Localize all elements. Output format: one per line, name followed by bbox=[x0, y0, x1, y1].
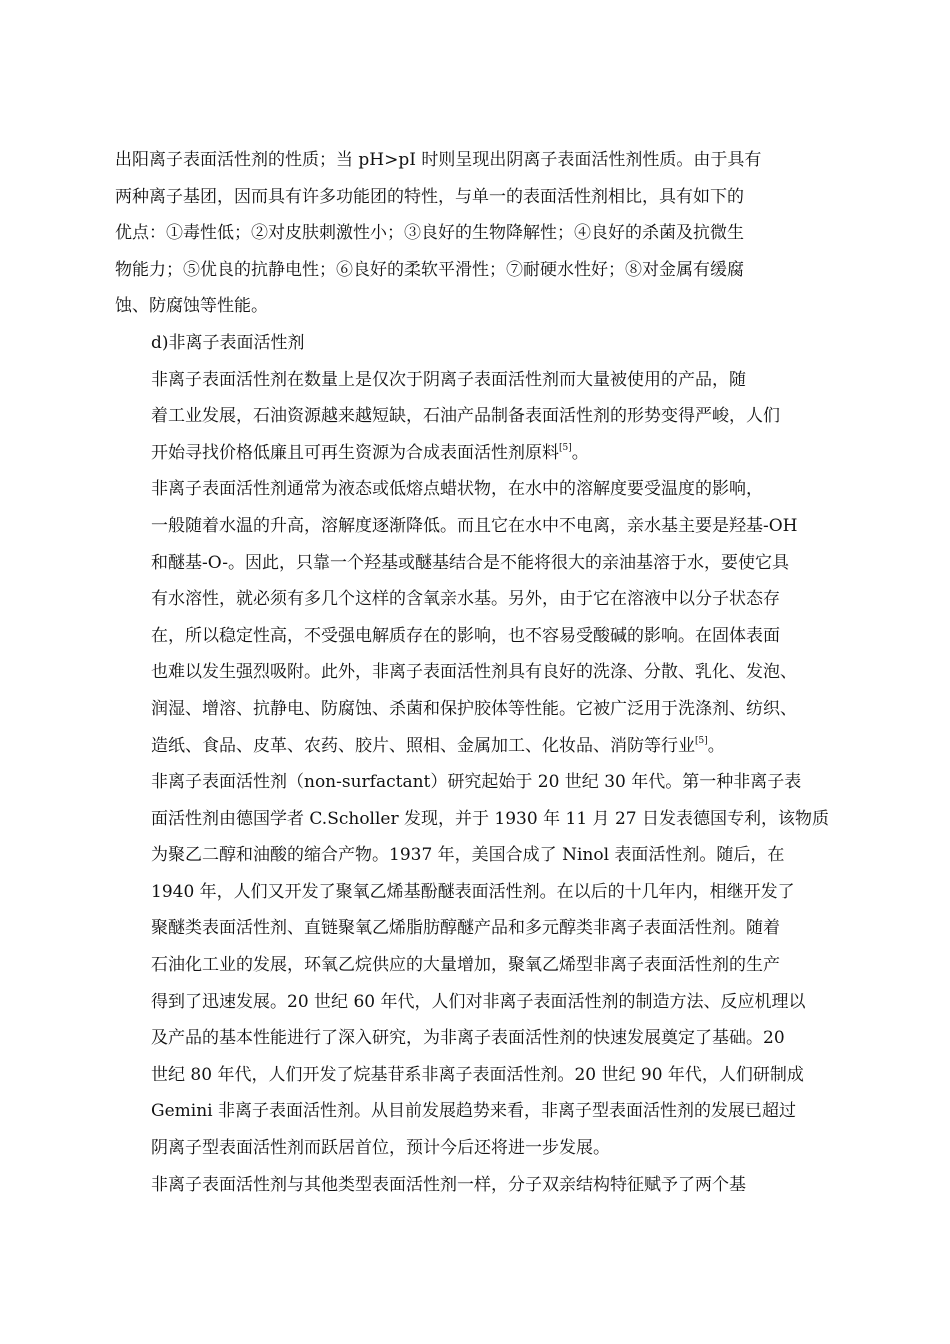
text-line: 润湿、增溶、抗静电、防腐蚀、杀菌和保护胶体等性能。它被广泛用于洗涤剂、纺织、 bbox=[151, 698, 797, 719]
text-line: 非离子表面活性剂（non-surfactant）研究起始于 20 世纪 30 年代。第一种非离子表 bbox=[151, 772, 802, 793]
text-line: 面活性剂由德国学者 C.Scholler 发现，并于 1930 年 11 月 27 日发表德国专利，该物质 bbox=[151, 808, 829, 829]
text-line: 着工业发展，石油资源越来越短缺，石油产品制备表面活性剂的形势变得严峻，人们 bbox=[151, 406, 780, 427]
text-line: 出阳离子表面活性剂的性质；当 pH>pI 时则呈现出阴离子表面活性剂性质。由于具有 bbox=[115, 150, 762, 170]
paragraph-nonionic-structure bbox=[115, 1167, 837, 1204]
text-line: 非离子表面活性剂在数量上是仅次于阴离子表面活性剂而大量被使用的产品，随 bbox=[151, 369, 746, 390]
text-line: 也难以发生强烈吸附。此外，非离子表面活性剂具有良好的洗涤、分散、乳化、发泡、 bbox=[151, 662, 797, 683]
text-segment: 开始寻找价格低廉且可再生资源为合成表面活性剂原料 bbox=[151, 442, 559, 463]
paragraph-nonionic-intro bbox=[115, 362, 837, 472]
text-line: 物能力；⑤优良的抗静电性；⑥良好的柔软平滑性；⑦耐硬水性好；⑧对金属有缓腐 bbox=[115, 259, 744, 280]
text-line: 石油化工业的发展，环氧乙烷供应的大量增加，聚氧乙烯型非离子表面活性剂的生产 bbox=[151, 955, 780, 976]
body-text bbox=[115, 142, 837, 1203]
text-line: 为聚乙二醇和油酸的缩合产物。1937 年，美国合成了 Ninol 表面活性剂。随后，在 bbox=[151, 845, 785, 866]
citation-ref: [5] bbox=[695, 735, 708, 746]
text-line: 阴离子型表面活性剂而跃居首位，预计今后还将进一步发展。 bbox=[151, 1138, 610, 1159]
text-segment: 。 bbox=[571, 442, 589, 463]
text-line bbox=[115, 728, 837, 765]
text-line: 非离子表面活性剂通常为液态或低熔点蜡状物，在水中的溶解度要受温度的影响， bbox=[151, 479, 763, 500]
citation-ref: [5] bbox=[559, 442, 572, 453]
text-line: 非离子表面活性剂与其他类型表面活性剂一样，分子双亲结构特征赋予了两个基 bbox=[151, 1174, 746, 1195]
paragraph-nonionic-properties bbox=[115, 471, 837, 764]
text-line bbox=[115, 435, 837, 472]
text-line: 蚀、防腐蚀等性能。 bbox=[115, 296, 268, 317]
text-segment: 。 bbox=[707, 735, 725, 756]
text-line: 及产品的基本性能进行了深入研究，为非离子表面活性剂的快速发展奠定了基础。20 bbox=[151, 1028, 785, 1049]
text-line: 和醚基-O-。因此，只靠一个羟基或醚基结合是不能将很大的亲油基溶于水，要使它具 bbox=[151, 552, 790, 573]
text-line: 聚醚类表面活性剂、直链聚氧乙烯脂肪醇醚产品和多元醇类非离子表面活性剂。随着 bbox=[151, 918, 780, 939]
text-line: 两种离子基团，因而具有许多功能团的特性，与单一的表面活性剂相比，具有如下的 bbox=[115, 186, 744, 207]
text-line: 得到了迅速发展。20 世纪 60 年代，人们对非离子表面活性剂的制造方法、反应机理以 bbox=[151, 991, 806, 1012]
heading-text: d)非离子表面活性剂 bbox=[151, 332, 305, 353]
paragraph-nonionic-history bbox=[115, 764, 837, 1167]
text-line: 世纪 80 年代，人们开发了烷基苷系非离子表面活性剂。20 世纪 90 年代，人们研制成 bbox=[151, 1064, 804, 1085]
text-line: 有水溶性，就必须有多几个这样的含氧亲水基。另外，由于它在溶液中以分子状态存 bbox=[151, 589, 780, 610]
text-segment: 造纸、食品、皮革、农药、胶片、照相、金属加工、化妆品、消防等行业 bbox=[151, 735, 695, 756]
section-heading-nonionic bbox=[115, 325, 837, 362]
text-line: 在，所以稳定性高，不受强电解质存在的影响，也不容易受酸碱的影响。在固体表面 bbox=[151, 625, 780, 646]
paragraph-amphoteric-advantages bbox=[115, 142, 837, 325]
text-line: 1940 年，人们又开发了聚氧乙烯基酚醚表面活性剂。在以后的十几年内，相继开发了 bbox=[151, 881, 795, 902]
text-line: 一般随着水温的升高，溶解度逐渐降低。而且它在水中不电离，亲水基主要是羟基-OH bbox=[151, 515, 798, 536]
text-line: Gemini 非离子表面活性剂。从目前发展趋势来看，非离子型表面活性剂的发展已超过 bbox=[151, 1101, 796, 1122]
text-line: 优点：①毒性低；②对皮肤刺激性小；③良好的生物降解性；④良好的杀菌及抗微生 bbox=[115, 223, 744, 244]
